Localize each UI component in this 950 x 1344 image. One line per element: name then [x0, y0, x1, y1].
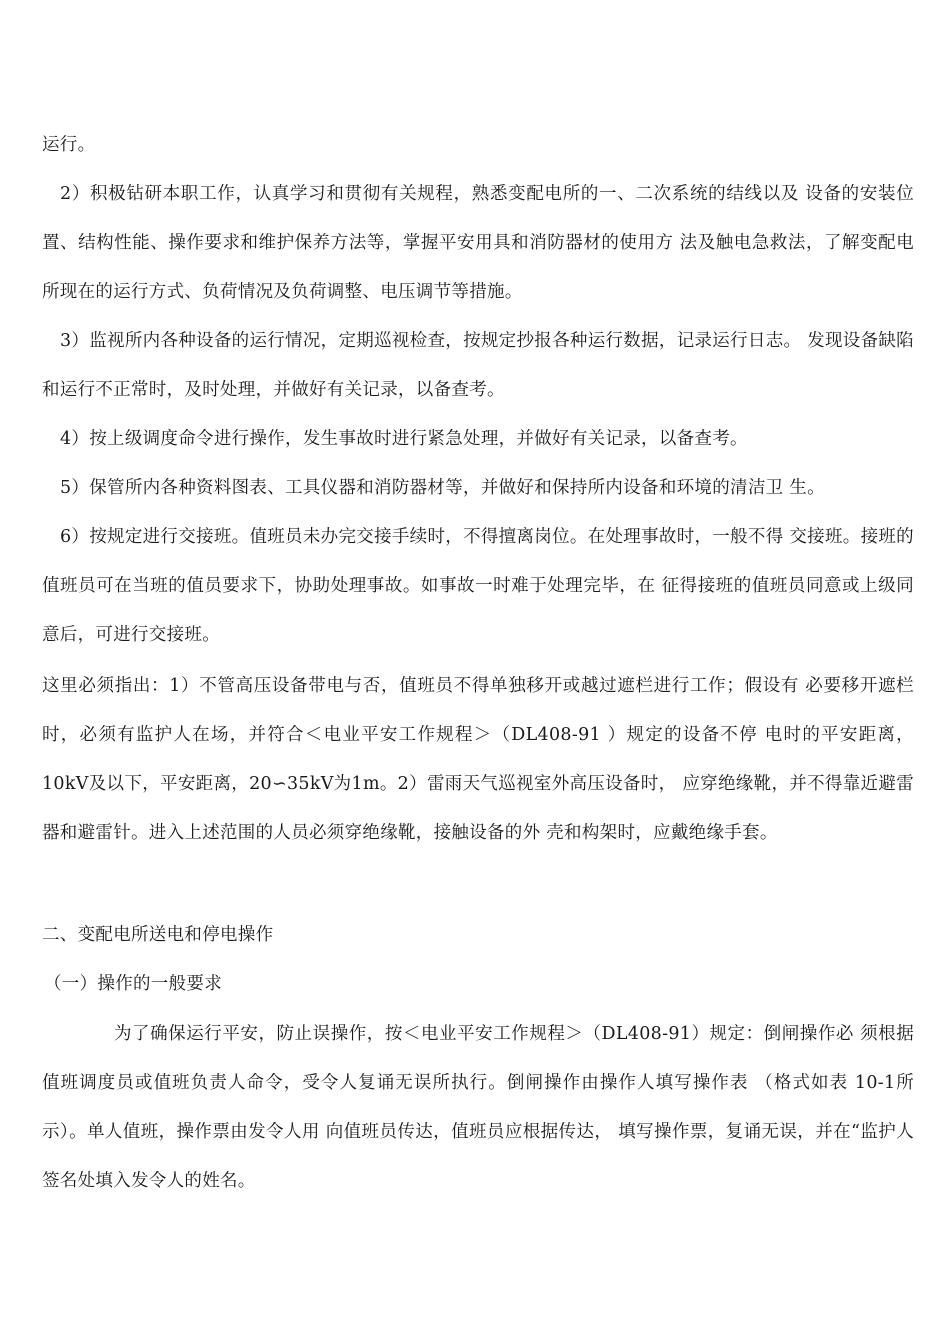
- paragraph-continuation: 运行。: [42, 135, 96, 155]
- paragraph-item-3: 3）监视所内各种设备的运行情况，定期巡视检查，按规定抄报各种运行数据，记录运行日志。 发现设备缺陷和运行不正常时，及时处理，并做好有关记录，以备查考。: [42, 331, 914, 400]
- paragraph-item-4: 4）按上级调度命令进行操作，发生事故时进行紧急处理，并做好有关记录，以备查考。: [60, 429, 748, 449]
- paragraph-item-6: 6）按规定进行交接班。值班员未办完交接手续时，不得擅离岗位。在处理事故时，一般不得 交接班。接班的值班员可在当班的值员要求下，协助处理事故。如事故一时难于处理完毕，在 征得接班的值班员同意或上级同意后，可进行交接班。: [42, 527, 914, 645]
- section-heading: 二、变配电所送电和停电操作: [42, 925, 274, 945]
- paragraph-note: 这里必须指出：1）不管高压设备带电与否，值班员不得单独移开或越过遮栏进行工作；假设有 必要移开遮栏时，必须有监护人在场，并符合＜电业平安工作规程＞（DL408-91 ）规定的设备不停 电时的平安距离，10kV及以下，平安距离，20∽35kV为1m。2）雷雨天气巡视室外高压设备时， 应穿绝缘靴，并不得靠近避雷器和避雷针。进入上述范围的人员必须穿绝缘靴，接触设备的外 壳和构架时，应戴绝缘手套。: [42, 676, 914, 843]
- subsection-heading: （一）操作的一般要求: [44, 974, 222, 994]
- paragraph-item-2: 2）积极钻研本职工作，认真学习和贯彻有关规程，熟悉变配电所的一、二次系统的结线以及 设备的安装位置、结构性能、操作要求和维护保养方法等，掌握平安用具和消防器材的使用方 法及触电急救法，了解变配电所现在的运行方式、负荷情况及负荷调整、电压调节等措施。: [42, 184, 914, 302]
- paragraph-requirements: 为了确保运行平安，防止误操作，按＜电业平安工作规程＞（DL408-91）规定：倒闸操作必 须根据值班调度员或值班负责人命令，受令人复诵无误所执行。倒闸操作由操作人填写操作表 （格式如表 10-1所示）。单人值班，操作票由发令人用 向值班员传达，值班员应根据传达， 填写操作票，复诵无误，并在“监护人签名处填入发令人的姓名。: [42, 1024, 914, 1191]
- paragraph-item-5: 5）保管所内各种资料图表、工具仪器和消防器材等，并做好和保持所内设备和环境的清洁卫 生。: [60, 478, 825, 498]
